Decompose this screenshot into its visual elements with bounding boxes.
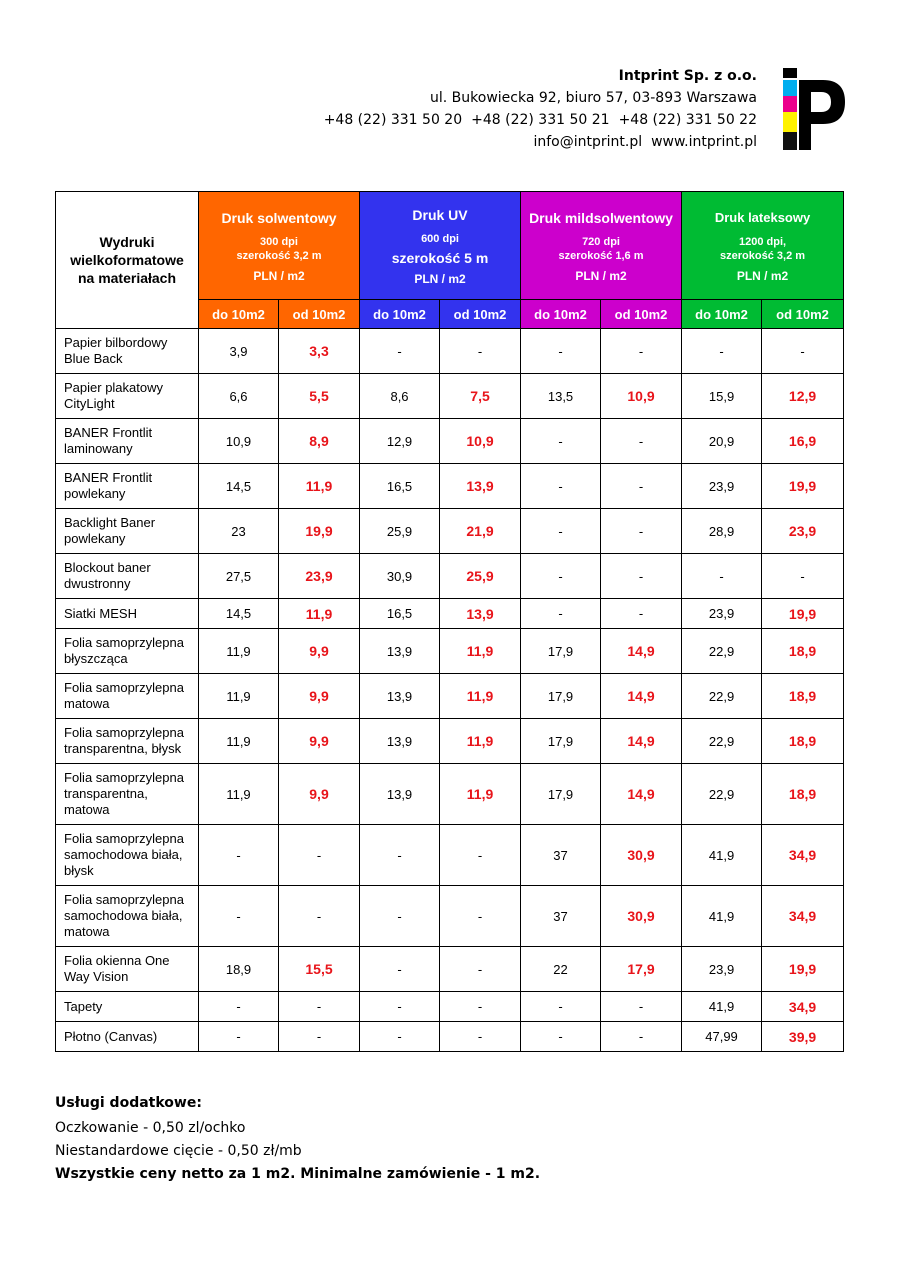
- price-from-10m2: 11,9: [440, 674, 521, 719]
- material-label-line: Folia samoprzylepna: [64, 892, 184, 907]
- price-up-to-10m2: 41,9: [682, 886, 762, 947]
- material-label-line: Siatki MESH: [64, 605, 137, 621]
- price-up-to-10m2: -: [521, 329, 601, 374]
- company-website[interactable]: www.intprint.pl: [651, 134, 757, 150]
- table-row: [56, 947, 844, 992]
- group-width: szerokość 5 m: [391, 249, 489, 266]
- price-from-10m2: 11,9: [440, 629, 521, 674]
- price-from-10m2: 19,9: [762, 947, 844, 992]
- price-from-10m2: 19,9: [762, 599, 844, 629]
- material-label-line: Blockout baner: [64, 560, 151, 575]
- price-up-to-10m2: 22,9: [682, 764, 762, 825]
- material-label: [56, 992, 199, 1022]
- price-up-to-10m2: 8,6: [360, 374, 440, 419]
- price-up-to-10m2: 11,9: [199, 674, 279, 719]
- price-up-to-10m2: 3,9: [199, 329, 279, 374]
- price-from-10m2: 19,9: [762, 464, 844, 509]
- price-from-10m2: 23,9: [279, 554, 360, 599]
- price-up-to-10m2: 37: [521, 886, 601, 947]
- table-row: [56, 825, 844, 886]
- additional-services: [55, 1092, 540, 1186]
- sub-header-up-to-10: do 10m2: [360, 300, 440, 329]
- price-up-to-10m2: 15,9: [682, 374, 762, 419]
- price-from-10m2: 9,9: [279, 764, 360, 825]
- price-from-10m2: 12,9: [762, 374, 844, 419]
- company-web: [315, 131, 757, 153]
- price-up-to-10m2: 11,9: [199, 629, 279, 674]
- material-label: [56, 464, 199, 509]
- table-row: [56, 719, 844, 764]
- table-row: [56, 764, 844, 825]
- group-uv: [360, 192, 521, 300]
- price-from-10m2: -: [279, 992, 360, 1022]
- price-from-10m2: 11,9: [279, 599, 360, 629]
- group-width: szerokość 3,2 m: [720, 249, 806, 262]
- material-label: [56, 599, 199, 629]
- price-up-to-10m2: 10,9: [199, 419, 279, 464]
- price-up-to-10m2: 13,9: [360, 764, 440, 825]
- price-up-to-10m2: 25,9: [360, 509, 440, 554]
- table-row: [56, 509, 844, 554]
- price-up-to-10m2: -: [682, 329, 762, 374]
- sub-header-from-10: od 10m2: [762, 300, 844, 329]
- group-dpi: 1200 dpi,: [738, 235, 787, 248]
- group-dpi: 300 dpi: [260, 235, 298, 248]
- price-from-10m2: 13,9: [440, 464, 521, 509]
- table-row: [56, 599, 844, 629]
- price-from-10m2: 17,9: [601, 947, 682, 992]
- material-label: [56, 825, 199, 886]
- price-note: Wszystkie ceny netto za 1 m2. Minimalne zamówienie - 1 m2.: [55, 1166, 541, 1182]
- group-unit: PLN / m2: [575, 268, 627, 283]
- phone-1: +48 (22) 331 50 20: [323, 112, 463, 128]
- price-up-to-10m2: -: [521, 419, 601, 464]
- price-up-to-10m2: 47,99: [682, 1022, 762, 1052]
- price-up-to-10m2: 22: [521, 947, 601, 992]
- material-label: [56, 554, 199, 599]
- table-row: [56, 992, 844, 1022]
- price-from-10m2: 21,9: [440, 509, 521, 554]
- price-up-to-10m2: 6,6: [199, 374, 279, 419]
- sub-header-from-10: od 10m2: [601, 300, 682, 329]
- price-from-10m2: -: [601, 329, 682, 374]
- table-row: [56, 464, 844, 509]
- price-from-10m2: -: [601, 419, 682, 464]
- price-from-10m2: -: [440, 329, 521, 374]
- price-from-10m2: -: [601, 554, 682, 599]
- price-from-10m2: 8,9: [279, 419, 360, 464]
- price-up-to-10m2: -: [360, 886, 440, 947]
- price-from-10m2: 10,9: [440, 419, 521, 464]
- price-up-to-10m2: -: [360, 329, 440, 374]
- price-table-body: [56, 329, 844, 1052]
- price-from-10m2: 3,3: [279, 329, 360, 374]
- material-label-line: Way Vision: [64, 969, 129, 984]
- price-from-10m2: 23,9: [762, 509, 844, 554]
- price-up-to-10m2: 12,9: [360, 419, 440, 464]
- material-label-line: matowa: [64, 924, 110, 939]
- price-from-10m2: -: [762, 329, 844, 374]
- price-up-to-10m2: -: [360, 825, 440, 886]
- price-from-10m2: -: [279, 886, 360, 947]
- price-from-10m2: 19,9: [279, 509, 360, 554]
- material-label: [56, 886, 199, 947]
- material-label-line: Papier plakatowy: [64, 380, 163, 395]
- price-up-to-10m2: -: [521, 599, 601, 629]
- price-from-10m2: 10,9: [601, 374, 682, 419]
- price-from-10m2: 11,9: [440, 719, 521, 764]
- group-name: Druk UV: [412, 206, 468, 223]
- price-up-to-10m2: 22,9: [682, 719, 762, 764]
- table-row: [56, 374, 844, 419]
- material-label-line: Folia okienna One: [64, 953, 170, 968]
- price-from-10m2: -: [601, 599, 682, 629]
- price-from-10m2: -: [279, 1022, 360, 1052]
- material-label: [56, 419, 199, 464]
- additional-services-title: Usługi dodatkowe:: [55, 1095, 202, 1111]
- material-label-line: BANER Frontlit: [64, 425, 153, 440]
- price-from-10m2: -: [440, 992, 521, 1022]
- price-up-to-10m2: -: [360, 1022, 440, 1052]
- price-from-10m2: 15,5: [279, 947, 360, 992]
- material-label-line: Płotno (Canvas): [64, 1028, 158, 1044]
- material-label-line: samochodowa biała,: [64, 908, 183, 923]
- price-from-10m2: -: [601, 1022, 682, 1052]
- material-label: [56, 1022, 199, 1052]
- price-up-to-10m2: 41,9: [682, 825, 762, 886]
- material-label-line: Folia samoprzylepna: [64, 831, 184, 846]
- material-label-line: błyszcząca: [64, 651, 128, 666]
- corner-line: na materiałach: [77, 270, 177, 286]
- group-header-row: [56, 192, 844, 300]
- price-up-to-10m2: -: [199, 992, 279, 1022]
- price-up-to-10m2: 13,9: [360, 674, 440, 719]
- table-row: [56, 554, 844, 599]
- price-from-10m2: 9,9: [279, 629, 360, 674]
- table-row: [56, 674, 844, 719]
- material-label-line: dwustronny: [64, 576, 131, 591]
- price-table: [55, 191, 844, 1052]
- material-label-line: Backlight Baner: [64, 515, 156, 530]
- table-row: [56, 886, 844, 947]
- group-dpi: 720 dpi: [582, 235, 620, 248]
- price-up-to-10m2: 17,9: [521, 719, 601, 764]
- material-label-line: samochodowa biała,: [64, 847, 183, 862]
- material-label-line: Tapety: [64, 998, 103, 1014]
- price-up-to-10m2: 23: [199, 509, 279, 554]
- price-up-to-10m2: 30,9: [360, 554, 440, 599]
- group-name: Druk mildsolwentowy: [529, 209, 673, 226]
- price-from-10m2: -: [440, 947, 521, 992]
- material-label: [56, 509, 199, 554]
- table-corner-label: [56, 192, 199, 329]
- price-up-to-10m2: 22,9: [682, 674, 762, 719]
- price-from-10m2: 14,9: [601, 764, 682, 825]
- price-from-10m2: -: [762, 554, 844, 599]
- price-up-to-10m2: -: [199, 886, 279, 947]
- price-up-to-10m2: -: [521, 1022, 601, 1052]
- price-up-to-10m2: 17,9: [521, 764, 601, 825]
- group-unit: PLN / m2: [414, 271, 466, 286]
- table-row: [56, 419, 844, 464]
- intprint-logo-icon: [779, 68, 847, 152]
- group-name: Druk lateksowy: [714, 209, 811, 225]
- service-eyelets: Oczkowanie - 0,50 zl/ochko: [55, 1120, 246, 1136]
- material-label: [56, 374, 199, 419]
- price-from-10m2: 30,9: [601, 825, 682, 886]
- material-label-line: BANER Frontlit: [64, 470, 153, 485]
- price-from-10m2: 13,9: [440, 599, 521, 629]
- material-label-line: błysk: [64, 863, 94, 878]
- material-label-line: powlekany: [64, 531, 126, 546]
- group-latex: [682, 192, 844, 300]
- price-up-to-10m2: -: [521, 509, 601, 554]
- price-up-to-10m2: 23,9: [682, 464, 762, 509]
- material-label-line: powlekany: [64, 486, 126, 501]
- price-up-to-10m2: -: [521, 992, 601, 1022]
- company-address: ul. Bukowiecka 92, biuro 57, 03-893 Warszawa: [430, 90, 757, 106]
- price-from-10m2: 18,9: [762, 719, 844, 764]
- price-from-10m2: -: [440, 1022, 521, 1052]
- sub-header-up-to-10: do 10m2: [521, 300, 601, 329]
- material-label-line: transparentna, błysk: [64, 741, 182, 756]
- price-from-10m2: 34,9: [762, 825, 844, 886]
- price-up-to-10m2: 16,5: [360, 599, 440, 629]
- material-label-line: Blue Back: [64, 351, 123, 366]
- material-label: [56, 329, 199, 374]
- price-from-10m2: 34,9: [762, 992, 844, 1022]
- price-up-to-10m2: 22,9: [682, 629, 762, 674]
- material-label: [56, 764, 199, 825]
- table-row: [56, 629, 844, 674]
- price-from-10m2: 39,9: [762, 1022, 844, 1052]
- price-up-to-10m2: 27,5: [199, 554, 279, 599]
- price-up-to-10m2: -: [521, 554, 601, 599]
- material-label-line: transparentna,: [64, 786, 148, 801]
- price-up-to-10m2: -: [199, 825, 279, 886]
- group-width: szerokość 1,6 m: [558, 249, 644, 262]
- price-up-to-10m2: -: [360, 947, 440, 992]
- price-from-10m2: 25,9: [440, 554, 521, 599]
- sub-header-from-10: od 10m2: [440, 300, 521, 329]
- price-from-10m2: 18,9: [762, 674, 844, 719]
- material-label-line: CityLight: [64, 396, 115, 411]
- price-up-to-10m2: 41,9: [682, 992, 762, 1022]
- price-from-10m2: 30,9: [601, 886, 682, 947]
- price-from-10m2: 14,9: [601, 629, 682, 674]
- company-email[interactable]: info@intprint.pl: [533, 134, 643, 150]
- price-up-to-10m2: -: [521, 464, 601, 509]
- material-label-line: laminowany: [64, 441, 133, 456]
- phone-2: +48 (22) 331 50 21: [471, 112, 610, 128]
- table-row: [56, 1022, 844, 1052]
- material-label: [56, 947, 199, 992]
- group-unit: PLN / m2: [736, 268, 789, 283]
- material-label-line: Papier bilbordowy: [64, 335, 168, 350]
- price-up-to-10m2: 13,5: [521, 374, 601, 419]
- price-from-10m2: -: [440, 886, 521, 947]
- price-from-10m2: 18,9: [762, 629, 844, 674]
- price-from-10m2: 14,9: [601, 719, 682, 764]
- price-from-10m2: 34,9: [762, 886, 844, 947]
- service-custom-cutting: Niestandardowe cięcie - 0,50 zł/mb: [55, 1143, 302, 1159]
- price-up-to-10m2: -: [360, 992, 440, 1022]
- company-name: Intprint Sp. z o.o.: [618, 68, 757, 84]
- price-from-10m2: 14,9: [601, 674, 682, 719]
- group-mildsolvent: [521, 192, 682, 300]
- price-from-10m2: 9,9: [279, 674, 360, 719]
- price-up-to-10m2: 17,9: [521, 674, 601, 719]
- price-from-10m2: 16,9: [762, 419, 844, 464]
- price-from-10m2: -: [279, 825, 360, 886]
- price-up-to-10m2: 13,9: [360, 629, 440, 674]
- sub-header-up-to-10: do 10m2: [682, 300, 762, 329]
- price-up-to-10m2: 13,9: [360, 719, 440, 764]
- price-from-10m2: 7,5: [440, 374, 521, 419]
- corner-line: wielkoformatowe: [70, 252, 184, 268]
- price-up-to-10m2: 14,5: [199, 599, 279, 629]
- price-from-10m2: 11,9: [440, 764, 521, 825]
- material-label-line: Folia samoprzylepna: [64, 680, 184, 695]
- price-up-to-10m2: 17,9: [521, 629, 601, 674]
- price-up-to-10m2: 20,9: [682, 419, 762, 464]
- price-from-10m2: 11,9: [279, 464, 360, 509]
- price-up-to-10m2: 37: [521, 825, 601, 886]
- price-from-10m2: -: [601, 464, 682, 509]
- price-from-10m2: 9,9: [279, 719, 360, 764]
- sub-header-up-to-10: do 10m2: [199, 300, 279, 329]
- price-up-to-10m2: 16,5: [360, 464, 440, 509]
- material-label: [56, 629, 199, 674]
- corner-line: Wydruki: [99, 234, 155, 250]
- table-row: [56, 329, 844, 374]
- group-dpi: 600 dpi: [421, 232, 459, 245]
- price-up-to-10m2: 23,9: [682, 947, 762, 992]
- price-up-to-10m2: 28,9: [682, 509, 762, 554]
- price-up-to-10m2: 18,9: [199, 947, 279, 992]
- price-up-to-10m2: -: [199, 1022, 279, 1052]
- material-label: [56, 719, 199, 764]
- price-up-to-10m2: 11,9: [199, 764, 279, 825]
- sub-header-from-10: od 10m2: [279, 300, 360, 329]
- group-name: Druk solwentowy: [221, 209, 337, 226]
- group-width: szerokość 3,2 m: [236, 249, 322, 262]
- price-from-10m2: -: [440, 825, 521, 886]
- price-from-10m2: -: [601, 992, 682, 1022]
- price-from-10m2: -: [601, 509, 682, 554]
- company-header: [315, 65, 757, 153]
- price-up-to-10m2: 23,9: [682, 599, 762, 629]
- material-label-line: matowa: [64, 696, 110, 711]
- group-unit: PLN / m2: [253, 268, 305, 283]
- material-label-line: Folia samoprzylepna: [64, 770, 184, 785]
- material-label-line: Folia samoprzylepna: [64, 725, 184, 740]
- material-label-line: Folia samoprzylepna: [64, 635, 184, 650]
- price-from-10m2: 18,9: [762, 764, 844, 825]
- company-phones: [315, 109, 757, 131]
- price-up-to-10m2: 11,9: [199, 719, 279, 764]
- phone-3: +48 (22) 331 50 22: [618, 112, 757, 128]
- price-up-to-10m2: -: [682, 554, 762, 599]
- price-up-to-10m2: 14,5: [199, 464, 279, 509]
- price-from-10m2: 5,5: [279, 374, 360, 419]
- material-label: [56, 674, 199, 719]
- group-solvent: [199, 192, 360, 300]
- material-label-line: matowa: [64, 802, 110, 817]
